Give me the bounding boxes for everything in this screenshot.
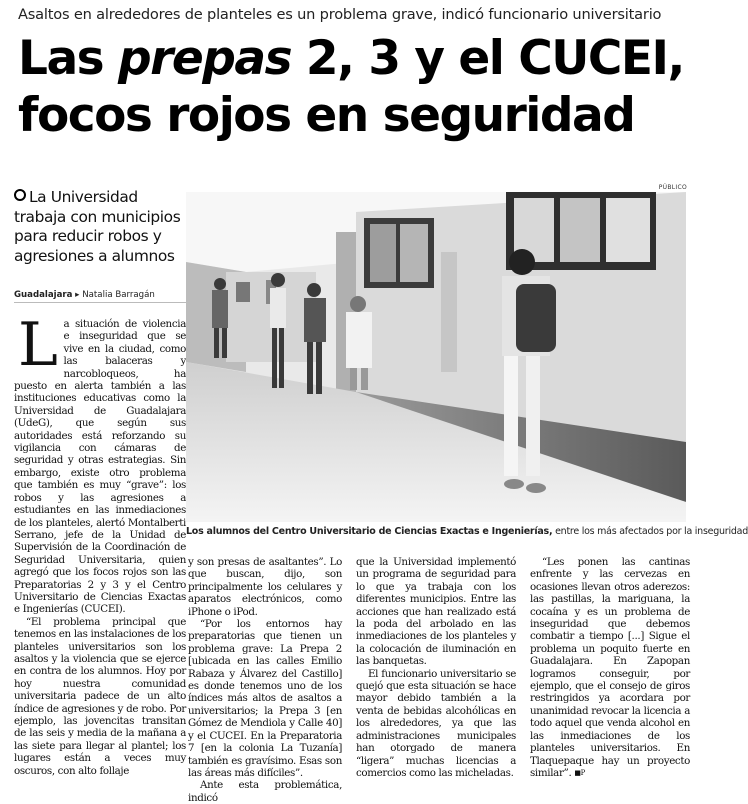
deck-text: La Universidad trabaja con municipios para reducir robos y agresiones a alumnos — [14, 188, 181, 265]
headline — [18, 30, 698, 144]
article-column-2 — [188, 556, 342, 804]
caption-bold: Los alumnos del Centro Universitario de Ciencias Exactas e Ingenierías, — [186, 526, 553, 537]
paragraph: que la Universidad implementó un programa de seguridad para lo que ya trabaja con los diferentes municipios. Entre las acciones que han realizado está la poda del arbolado en las inmediaciones de los planteles y la colocación de iluminación en las banquetas. — [356, 556, 516, 668]
end-mark: ■P — [574, 768, 585, 777]
byline: Guadalajara ▸ Natalia Barragán — [14, 290, 186, 303]
headline-italic: prepas — [118, 31, 292, 86]
article-column-3 — [356, 556, 516, 779]
photo-caption — [186, 526, 748, 537]
article-column-1 — [14, 310, 186, 777]
paragraph: “El problema principal que tenemos en las instalaciones de los planteles universitarios son los asaltos y la violencia que se ejerce en contra de los alumnos. Hoy por hoy nuestra comunidad universitaria padece de un alto índice de agresiones y de robo. Por ejemplo, las jovencitas transitan de las seis y media de la mañana a las siete para llegar al plantel; los lugares están a veces muy oscuros, con alto follaje — [14, 615, 186, 777]
byline-place: Guadalajara — [14, 290, 73, 300]
paragraph-text: “Les ponen las cantinas enfrente y las cervezas en ocasiones llevan otros aderezos: las pastillas, la mariguana, la cocaína y es un problema de inseguridad que debemos combatir a tiempo [...] Sigue el problema un poquito fuerte en Guadalajara. En Zapopan logramos conseguir, por ejemplo, que el consejo de giros restringidos ya acordara por unanimidad revocar la licencia a todo aquel que venda alcohol en las inmediaciones de los planteles universitarios. En Tlaquepaque hay un proyecto similar”. — [530, 556, 690, 779]
paragraph — [530, 556, 690, 779]
photo-credit: PÚBLICO — [658, 184, 687, 191]
bullet-icon — [14, 189, 26, 201]
caption-rest: entre los más afectados por la inseguridad — [552, 526, 748, 537]
headline-line2: focos rojos en seguridad — [18, 88, 635, 143]
paragraph: El funcionario universitario se quejó que esta situación se hace mayor debido también a la venta de bebidas alcohólicas en los alrededores, ya que las administraciones municipales han otorgado de manera “ligera” muchas licencias a comercios como las micheladas. — [356, 667, 516, 779]
deck — [14, 188, 186, 266]
dropcap: L — [18, 310, 58, 380]
paragraph: Ante esta problemática, indicó — [188, 779, 342, 804]
article-column-4 — [530, 556, 690, 779]
paragraph: “Por los entornos hay preparatorias que tienen un problema grave: La Prepa 2 [ubicada en las calles Emilio Rabaza y Álvarez del Castillo] es donde tenemos uno de los índices más altos de asaltos a universitarios; la Prepa 3 [en Gómez de Mendiola y Calle 40] y el CUCEI. En la Preparatoria 7 [en la colonia La Tuzanía] también es gravísimo. Esas son las áreas más difíciles”. — [188, 618, 342, 779]
headline-part2: 2, 3 y el CUCEI, — [291, 31, 684, 86]
byline-author: Natalia Barragán — [82, 290, 155, 300]
headline-part1: Las — [18, 31, 119, 86]
paragraph: a situación de violencia e inseguridad que se vive en la ciudad, como las balaceras y narcobloqueos, ha puesto en alerta también a las instituciones educativas como la Universidad de Guadalajara (UdeG), que según sus autoridades está reforzando su vigilancia con cámaras de seguridad y otras estrategias. Sin embargo, existe otro problema que también es muy “grave”: los robos y las agresiones a estudiantes en las inmediaciones de los planteles, alertó Montalberti Serrano, jefe de la Unidad de Supervisión de la Coordinación de Seguridad Universitaria, quien agregó que los focos rojos son las Preparatorias 2 y 3 y el Centro Universitario de Ciencias Exactas e Ingenierías (CUCEI). — [14, 318, 186, 616]
hallway-photo — [186, 192, 686, 522]
kicker: Asaltos en alrededores de planteles es un problema grave, indicó funcionario universitario — [18, 6, 662, 23]
paragraph: y son presas de asaltantes”. Lo que buscan, dijo, son principalmente los celulares y aparatos electrónicos, como iPhone o iPod. — [188, 556, 342, 618]
